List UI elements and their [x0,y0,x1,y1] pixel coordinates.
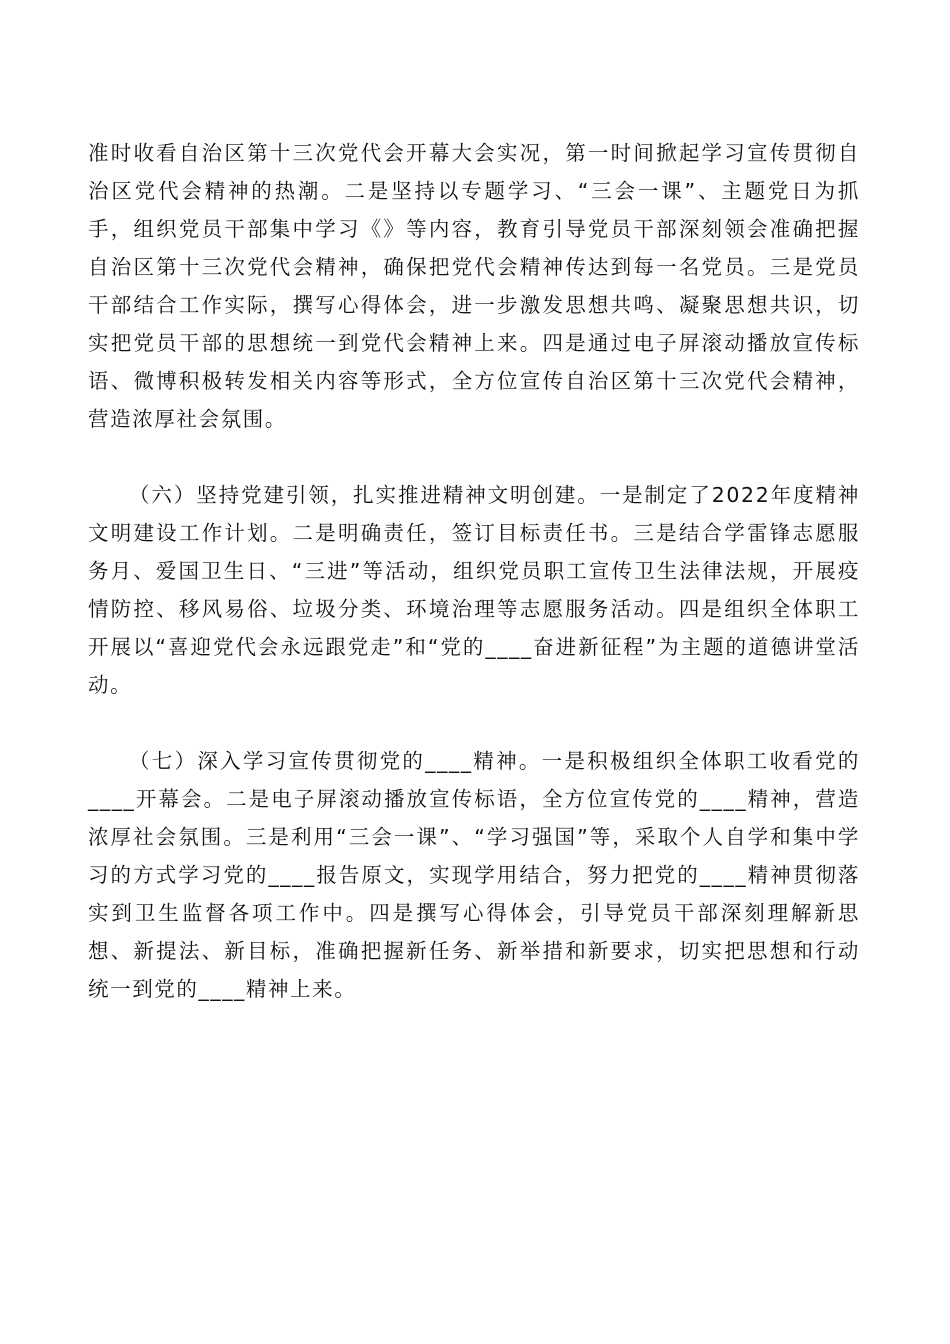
document-body [88,134,860,1008]
paragraph-section-6: （六）坚持党建引领，扎实推进精神文明创建。一是制定了2022年度精神文明建设工作计划。二是明确责任，签订目标责任书。三是结合学雷锋志愿服务月、爱国卫生日、“三进”等活动，组织党员职工宣传卫生法律法规，开展疫情防控、移风易俗、垃圾分类、环境治理等志愿服务活动。四是组织全体职工开展以“喜迎党代会永远跟党走”和“党的____奋进新征程”为主题的道德讲堂活动。 [88,483,860,697]
paragraph-section-7: （七）深入学习宣传贯彻党的____精神。一是积极组织全体职工收看党的____开幕会。二是电子屏滚动播放宣传标语，全方位宣传党的____精神，营造浓厚社会氛围。三是利用“三会一课”、“学习强国”等，采取个人自学和集中学习的方式学习党的____报告原文，实现学用结合，努力把党的____精神贯彻落实到卫生监督各项工作中。四是撰写心得体会，引导党员干部深刻理解新思想、新提法、新目标，准确把握新任务、新举措和新要求，切实把思想和行动统一到党的____精神上来。 [88,749,860,1001]
paragraph-spacing [88,704,860,742]
paragraph-continued: 准时收看自治区第十三次党代会开幕大会实况，第一时间掀起学习宣传贯彻自治区党代会精神的热潮。二是坚持以专题学习、“三会一课”、主题党日为抓手，组织党员干部集中学习《》等内容，教育引导党员干部深刻领会准确把握自治区第十三次党代会精神，确保把党代会精神传达到每一名党员。三是党员干部结合工作实际，撰写心得体会，进一步激发思想共鸣、凝聚思想共识，切实把党员干部的思想统一到党代会精神上来。四是通过电子屏滚动播放宣传标语、微博积极转发相关内容等形式，全方位宣传自治区第十三次党代会精神，营造浓厚社会氛围。 [88,141,860,431]
paragraph-spacing [88,438,860,476]
